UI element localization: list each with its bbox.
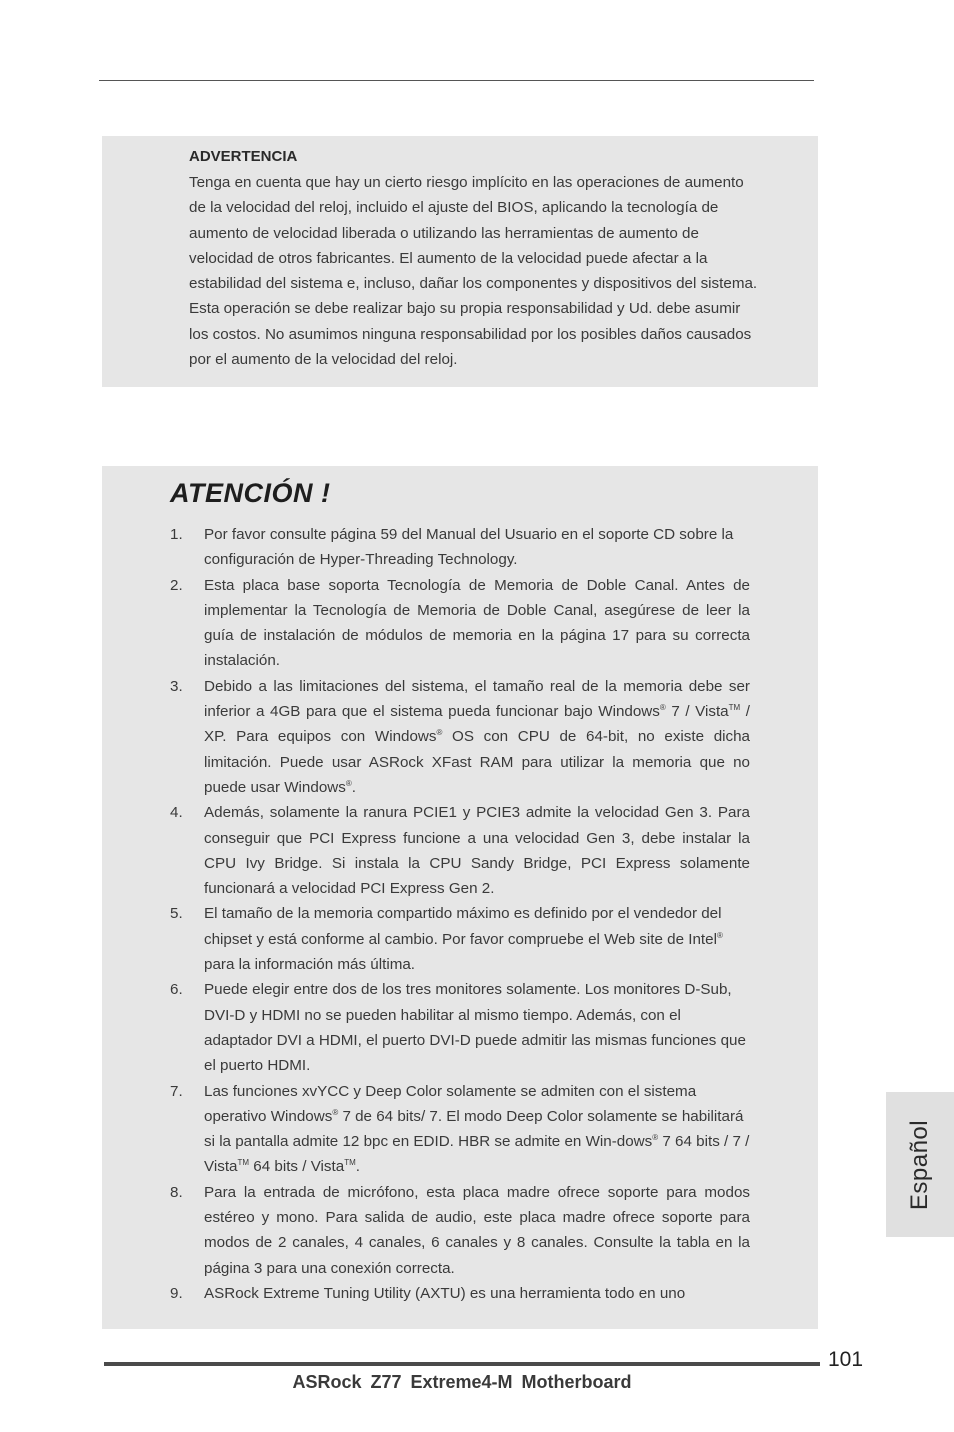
list-item xyxy=(170,901,750,977)
warning-body: Tenga en cuenta que hay un cierto riesgo implícito en las operaciones de aumento de la velocidad del reloj, incluido el ajuste del BIOS, aplicando la tecnología de aumento de velocidad liberada o utilizando las herramientas de aumento de velocidad de otros fabricantes. El aumento de la velocidad puede afectar a la estabilidad del sistema e, incluso, dañar los componentes y dispositivos del sistema. Esta operación se debe realizar bajo su propia responsabilidad y Ud. debe asumir los costos. No asumimos ninguna responsabilidad por los posibles daños causados por el aumento de la velocidad del reloj. xyxy=(189,174,758,369)
language-tab xyxy=(886,1092,954,1237)
list-item-text: ASRock Extreme Tuning Utility (AXTU) es una herramienta todo en uno xyxy=(204,1284,686,1302)
list-item-number: 6. xyxy=(170,981,183,999)
list-item-text: Para la entrada de micrófono, esta placa madre ofrece soporte para modos estéreo y mono. Para salida de audio, este placa madre ofrece soporte para modos de 2 canales, 4 canales, 6 canales y 8 canales. Consulte la tabla en la página 3 para una conexión correcta. xyxy=(204,1183,750,1277)
list-item-text: Las funciones xvYCC y Deep Color solamente se admiten con el sistema operativo Windows® 7 de 64 bits/ 7. El modo Deep Color solamente se habilitará si la pantalla admite 12 bpc en EDID. HBR se admite en Win-dows® 7 64 bits / 7 / Vista™ 64 bits / Vista™. xyxy=(204,1082,750,1176)
list-item xyxy=(170,1079,750,1180)
warning-title: ADVERTENCIA xyxy=(189,148,298,165)
list-item xyxy=(170,1281,750,1306)
list-item-number: 5. xyxy=(170,905,183,923)
list-item-number: 7. xyxy=(170,1082,183,1100)
list-item xyxy=(170,522,750,573)
list-item xyxy=(170,800,750,901)
footer-product-name: ASRock Z77 Extreme4-M Motherboard xyxy=(292,1372,632,1392)
list-item-number: 4. xyxy=(170,804,183,822)
list-item-number: 8. xyxy=(170,1183,183,1201)
language-tab-label: Español xyxy=(906,1119,933,1210)
list-item-number: 2. xyxy=(170,576,183,594)
header-rule xyxy=(99,80,814,81)
list-item-text: Por favor consulte página 59 del Manual del Usuario en el soporte CD sobre la configuración de Hyper-Threading Technology. xyxy=(204,526,734,569)
list-item xyxy=(170,1180,750,1281)
list-item-text: Además, solamente la ranura PCIE1 y PCIE3 admite la velocidad Gen 3. Para conseguir que PCI Express funcione a una velocidad Gen 3, debe instalar la CPU Ivy Bridge. Si instala la CPU Sandy Bridge, PCI Express solamente funcionará a velocidad PCI Express Gen 2. xyxy=(204,804,750,898)
list-item-number: 1. xyxy=(170,526,183,543)
list-item-text: Esta placa base soporta Tecnología de Memoria de Doble Canal. Antes de implementar la Tecnología de Memoria de Doble Canal, asegúrese de leer la guía de instalación de módulos de memoria en la página 17 para su correcta instalación. xyxy=(204,576,750,670)
list-item xyxy=(170,674,750,800)
footer-rule xyxy=(104,1362,820,1366)
list-item-text: El tamaño de la memoria compartido máximo es definido por el vendedor del chipset y está conforme al cambio. Por favor compruebe el Web site de Intel® para la información más última. xyxy=(204,905,723,974)
list-item xyxy=(170,573,750,674)
list-item-number: 3. xyxy=(170,677,183,695)
list-item-text: Debido a las limitaciones del sistema, el tamaño real de la memoria debe ser inferior a 4GB para que el sistema pueda funcionar bajo Windows® 7 / Vista™ / XP. Para equipos con Windows® OS con CPU de 64-bit, no existe dicha limitación. Puede usar ASRock XFast RAM para utilizar la memoria que no puede usar Windows®. xyxy=(204,677,751,796)
list-item-number: 9. xyxy=(170,1284,183,1302)
list-item xyxy=(170,977,750,1078)
notes-title: ATENCIÓN ! xyxy=(170,478,331,508)
list-item-text: Puede elegir entre dos de los tres monitores solamente. Los monitores D-Sub, DVI-D y HDMI no se pueden habilitar al mismo tiempo. Además, con el adaptador DVI a HDMI, el puerto DVI-D puede admitir las mismas funciones que el puerto HDMI. xyxy=(204,981,746,1075)
page-number: 101 xyxy=(828,1348,864,1371)
notes-list xyxy=(170,522,750,1306)
